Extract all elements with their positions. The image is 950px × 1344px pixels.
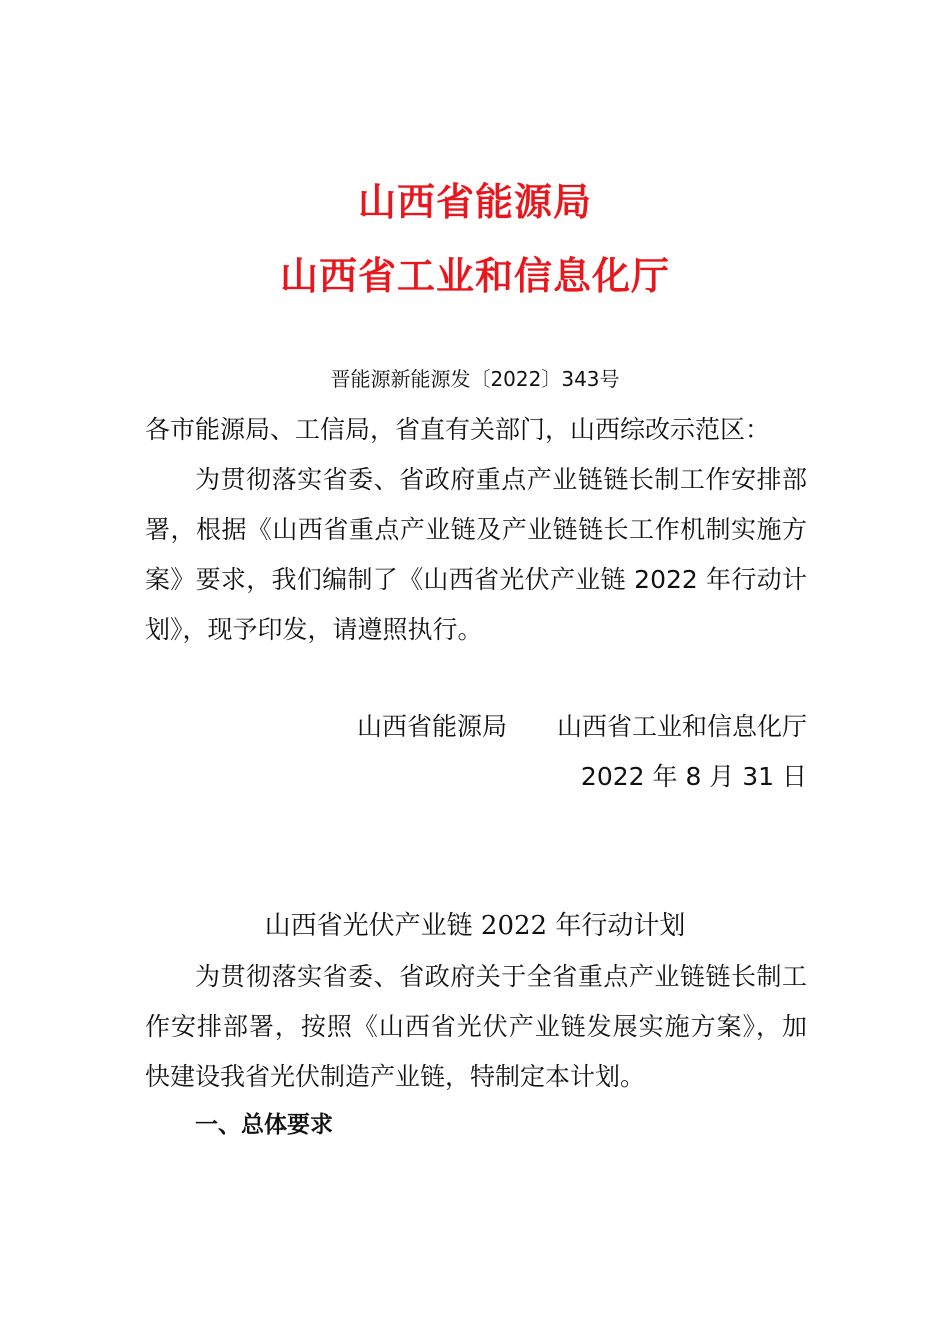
signature-date: 2022 年 8 月 31 日: [580, 762, 807, 791]
recipients-line: 各市能源局、工信局，省直有关部门，山西综改示范区：: [145, 415, 771, 444]
plan-title: 山西省光伏产业链 2022 年行动计划: [264, 911, 686, 941]
notice-paragraph: 为贯彻落实省委、省政府重点产业链链长制工作安排部署，根据《山西省重点产业链及产业链链长工作机制实施方案》要求，我们编制了《山西省光伏产业链 2022 年行动计划》，现予印发，请遵照执行。: [145, 465, 807, 644]
issuer-industry-department: 山西省工业和信息化厅: [279, 254, 670, 298]
document-number: 晋能源新能源发〔2022〕343号: [330, 367, 620, 391]
plan-intro-paragraph: 为贯彻落实省委、省政府关于全省重点产业链链长制工作安排部署，按照《山西省光伏产业链发展实施方案》，加快建设我省光伏制造产业链，特制定本计划。: [145, 962, 807, 1091]
section-heading-general-requirements: 一、总体要求: [195, 1112, 333, 1138]
signature-issuers: 山西省能源局 山西省工业和信息化厅: [356, 712, 807, 741]
issuer-energy-bureau: 山西省能源局: [357, 180, 592, 224]
